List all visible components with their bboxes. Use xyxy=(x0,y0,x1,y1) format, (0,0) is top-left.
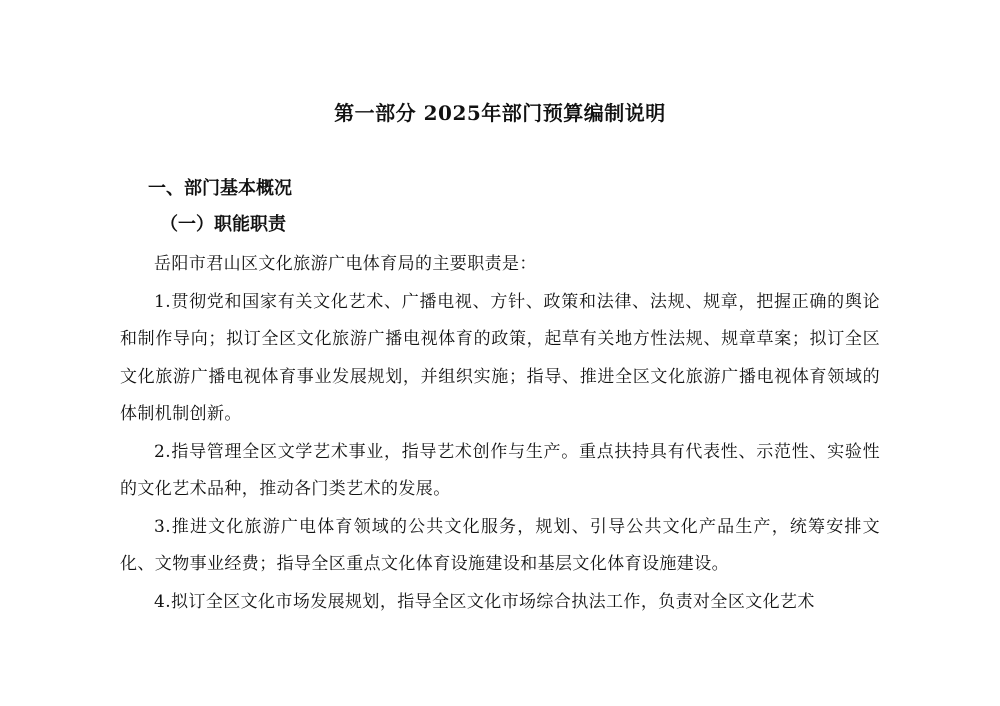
paragraph-intro: 岳阳市君山区文化旅游广电体育局的主要职责是： xyxy=(154,254,537,274)
subsection-heading: （一）职能职责 xyxy=(160,214,286,235)
paragraph-duty-2: 2.指导管理全区文学艺术事业，指导艺术创作与生产。重点扶持具有代表性、示范性、实验性的文化艺术品种，推动各门类艺术的发展。 xyxy=(120,441,880,499)
paragraph-duty-4: 4.拟订全区文化市场发展规划，指导全区文化市场综合执法工作，负责对全区文化艺术 xyxy=(154,591,815,612)
body-text xyxy=(120,246,880,621)
document-title: 第一部分 2025年部门预算编制说明 xyxy=(334,101,666,125)
paragraph-duty-1: 1.贯彻党和国家有关文化艺术、广播电视、方针、政策和法律、法规、规章，把握正确的舆论和制作导向；拟订全区文化旅游广播电视体育的政策，起草有关地方性法规、规章草案；拟订全区文化旅游广播电视体育事业发展规划，并组织实施；指导、推进全区文化旅游广播电视体育领域的体制机制创新。 xyxy=(120,291,880,424)
section-heading: 一、部门基本概况 xyxy=(148,178,292,199)
paragraph-duty-3: 3.推进文化旅游广电体育领域的公共文化服务，规划、引导公共文化产品生产，统筹安排文化、文物事业经费；指导全区重点文化体育设施建设和基层文化体育设施建设。 xyxy=(120,516,880,574)
